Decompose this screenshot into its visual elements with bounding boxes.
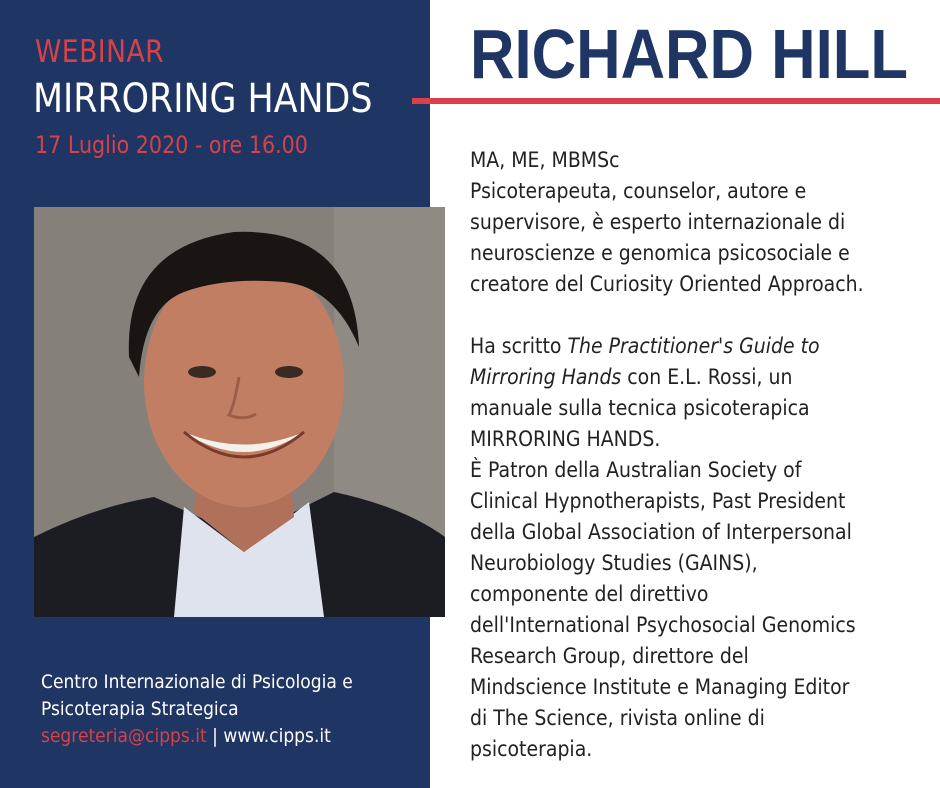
divider-rule bbox=[412, 98, 940, 104]
bio-credentials: MA, ME, MBMSc bbox=[470, 148, 620, 172]
bio-line bbox=[470, 331, 884, 362]
event-title: MIRRORING HANDS bbox=[33, 76, 373, 122]
bio-line: creatore del Curiosity Oriented Approach. bbox=[470, 272, 864, 296]
speaker-photo bbox=[34, 207, 445, 617]
speaker-name: RICHARD HILL bbox=[470, 15, 909, 93]
bio-line: componente del direttivo bbox=[470, 582, 709, 606]
bio-line: psicoterapia. bbox=[470, 737, 593, 761]
bio-line: manuale sulla tecnica psicoterapica bbox=[470, 396, 810, 420]
book-prefix: Ha scritto bbox=[470, 334, 568, 358]
bio-line: supervisore, è esperto internazionale di bbox=[470, 210, 846, 234]
contact-separator: | bbox=[206, 725, 224, 747]
bio-line: È Patron della Australian Society of bbox=[470, 458, 802, 482]
bio-line: Psicoterapeuta, counselor, autore e bbox=[470, 179, 807, 203]
contact-line bbox=[41, 723, 353, 750]
bio-line: Neurobiology Studies (GAINS), bbox=[470, 551, 758, 575]
email-link[interactable]: segreteria@cipps.it bbox=[41, 725, 207, 747]
bio-line: neuroscienze e genomica psicosociale e bbox=[470, 241, 850, 265]
bio-line: Clinical Hypnotherapists, Past President bbox=[470, 489, 846, 513]
bio-line: MIRRORING HANDS. bbox=[470, 427, 661, 451]
bio-line: Mindscience Institute e Managing Editor bbox=[470, 675, 850, 699]
book-title-part-1: The Practitioner's Guide to bbox=[567, 334, 820, 358]
webinar-label: WEBINAR bbox=[35, 34, 165, 70]
event-date: 17 Luglio 2020 - ore 16.00 bbox=[35, 131, 308, 159]
organization-info bbox=[41, 669, 353, 750]
website-link[interactable]: www.cipps.it bbox=[223, 725, 331, 747]
bio-line: dell'International Psychosocial Genomics bbox=[470, 613, 856, 637]
org-name-line-2: Psicoterapia Strategica bbox=[41, 698, 239, 720]
left-panel bbox=[0, 0, 430, 788]
book-title-part-2: Mirroring Hands bbox=[470, 365, 622, 389]
speaker-bio bbox=[470, 145, 884, 765]
paragraph-gap bbox=[470, 300, 884, 331]
bio-line: della Global Association of Interpersonal bbox=[470, 520, 852, 544]
org-name-line-1: Centro Internazionale di Psicologia e bbox=[41, 671, 353, 693]
bio-line bbox=[470, 362, 884, 393]
book-suffix: con E.L. Rossi, un bbox=[621, 365, 793, 389]
bio-line: Research Group, direttore del bbox=[470, 644, 749, 668]
speaker-portrait bbox=[34, 207, 445, 617]
bio-line: di The Science, rivista online di bbox=[470, 706, 765, 730]
